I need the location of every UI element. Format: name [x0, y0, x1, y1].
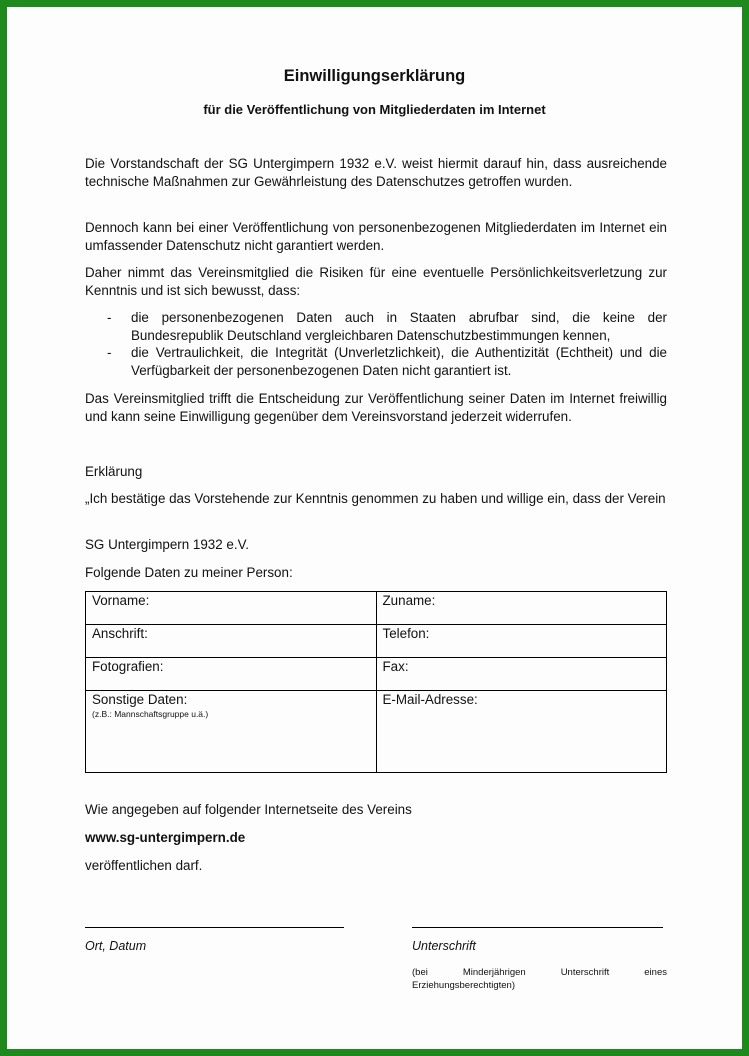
zuname-field[interactable]	[376, 592, 667, 625]
club-name: SG Untergimpern 1932 e.V.	[85, 537, 250, 552]
telefon-field[interactable]	[376, 625, 667, 658]
paragraph-risks: Daher nimmt das Vereinsmitglied die Risiken für eine eventuelle Persönlichkeitsverletzung zur Kenntnis und ist sich bewusst, dass:	[85, 265, 667, 298]
declaration-statement: „Ich bestätige das Vorstehende zur Kenntnis genommen zu haben und willige ein, dass der Verein	[85, 491, 666, 506]
email-field[interactable]	[376, 691, 667, 773]
fotografien-field[interactable]	[86, 658, 377, 691]
fax-label: Fax:	[382, 659, 409, 674]
sonstige-daten-hint: (z.B.: Mannschaftsgruppe u.ä.)	[92, 709, 209, 719]
publish-outro: veröffentlichen darf.	[85, 858, 203, 873]
document-subtitle: für die Veröffentlichung von Mitgliederdaten im Internet	[203, 102, 546, 117]
zuname-label: Zuname:	[382, 593, 436, 608]
signature-label: Unterschrift	[412, 939, 476, 953]
fax-field[interactable]	[376, 658, 667, 691]
place-date-line	[85, 927, 344, 928]
publish-intro: Wie angegeben auf folgender Internetseite des Vereins	[85, 802, 412, 817]
place-date-label: Ort, Datum	[85, 939, 147, 953]
document-title: Einwilligungserklärung	[283, 67, 466, 85]
paragraph-no-guarantee: Dennoch kann bei einer Veröffentlichung von personenbezogenen Mitgliederdaten im Internet ein umfassender Datenschutz nicht garantiert werden.	[85, 220, 667, 253]
paragraph-precautions: Die Vorstandschaft der SG Untergimpern 1932 e.V. weist hiermit darauf hin, dass ausreichende technische Maßnahmen zur Gewährleistung des Datenschutzes getroffen wurden.	[85, 156, 667, 189]
minor-signature-note: (bei Minderjährigen Unterschrift eines Erziehungsberechtigten)	[412, 967, 667, 991]
email-label: E-Mail-Adresse:	[382, 692, 478, 707]
document-page	[7, 7, 742, 1049]
paragraph-voluntary: Das Vereinsmitglied trifft die Entscheidung zur Veröffentlichung seiner Daten im Internet freiwillig und kann seine Einwilligung gegenüber dem Vereinsvorstand jederzeit widerrufen.	[85, 391, 667, 424]
signature-line	[412, 927, 663, 928]
vorname-field[interactable]	[86, 592, 377, 625]
fotografien-label: Fotografien:	[92, 659, 164, 674]
sonstige-daten-label: Sonstige Daten:	[92, 692, 188, 707]
bullet-text: die Vertraulichkeit, die Integrität (Unverletzlichkeit), die Authentizität (Echtheit) und die Verfügbarkeit der personenbezogenen Daten nicht garantiert ist.	[131, 345, 667, 378]
telefon-label: Telefon:	[382, 626, 430, 641]
bullet-text: die personenbezogenen Daten auch in Staaten abrufbar sind, die keine der Bundesrepublik Deutschland vergleichbaren Datenschutzbestimmungen kennen,	[131, 310, 667, 343]
personal-data-intro: Folgende Daten zu meiner Person:	[85, 565, 293, 580]
bullet-dash: -	[107, 345, 112, 360]
anschrift-label: Anschrift:	[92, 626, 148, 641]
personal-data-form	[85, 591, 667, 773]
anschrift-field[interactable]	[86, 625, 377, 658]
club-website: www.sg-untergimpern.de	[85, 830, 246, 845]
vorname-label: Vorname:	[92, 593, 150, 608]
declaration-heading: Erklärung	[85, 464, 143, 479]
bullet-dash: -	[107, 310, 112, 325]
sonstige-daten-field[interactable]	[86, 691, 377, 773]
